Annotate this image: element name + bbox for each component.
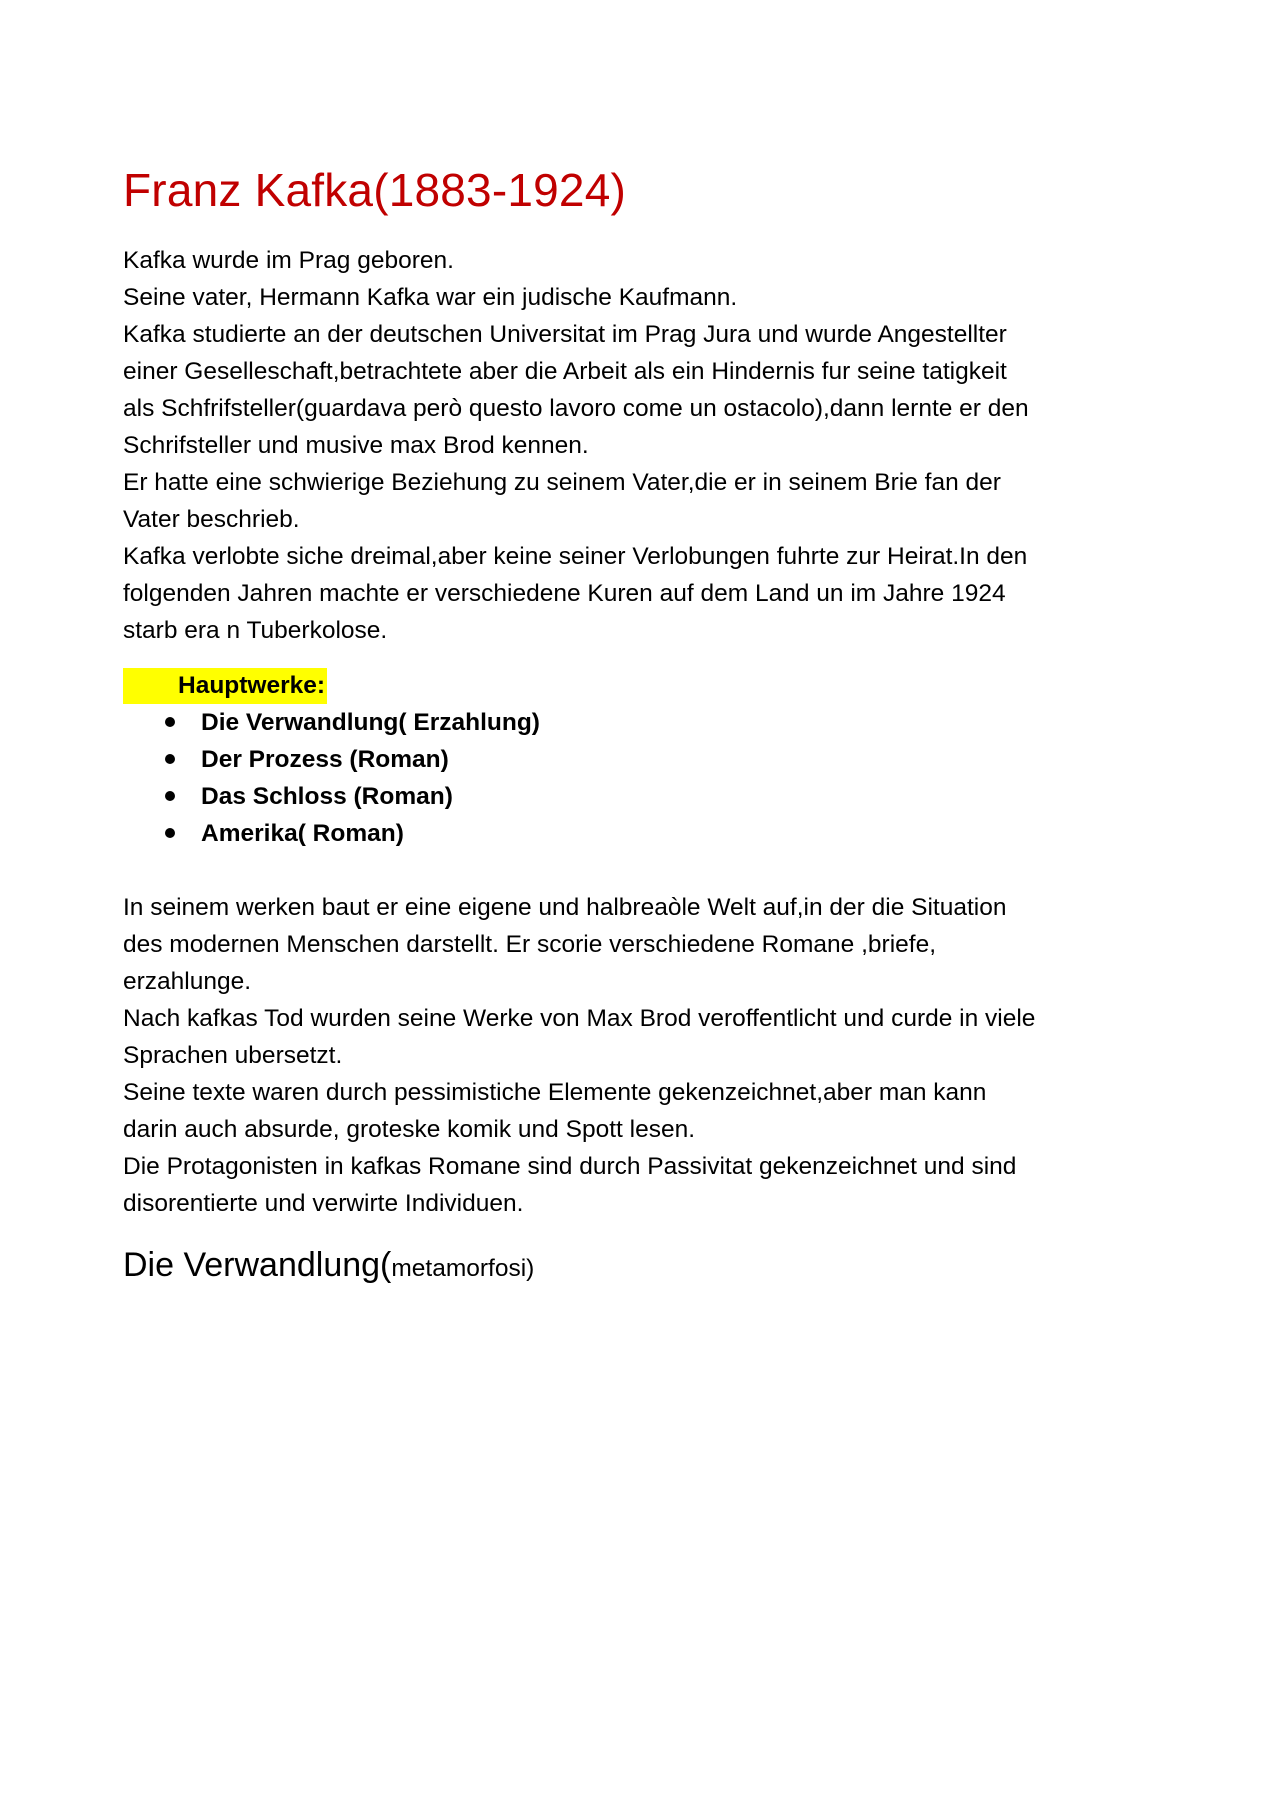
intro-line: als Schfrifsteller(guardava però questo lavoro come un ostacolo),dann lernte er den <box>123 395 1029 422</box>
body-line: Sprachen ubersetzt. <box>123 1042 343 1069</box>
bullet-icon <box>165 717 175 727</box>
intro-line: einer Geselleschaft,betrachtete aber die Arbeit als ein Hindernis fur seine tatigkeit <box>123 358 1007 385</box>
body-line: Nach kafkas Tod wurden seine Werke von Max Brod veroffentlicht und curde in viele <box>123 1005 1036 1032</box>
intro-line: folgenden Jahren machte er verschiedene Kuren auf dem Land un im Jahre 1924 <box>123 580 1006 607</box>
intro-paragraph <box>123 242 1183 649</box>
hauptwerke-label: Hauptwerke: <box>123 668 327 704</box>
intro-line: Kafka verlobte siche dreimal,aber keine seiner Verlobungen fuhrte zur Heirat.In den <box>123 543 1028 570</box>
intro-line: Schrifsteller und musive max Brod kennen. <box>123 432 589 459</box>
section-heading-translation: metamorfosi) <box>391 1255 535 1282</box>
intro-line: Vater beschrieb. <box>123 506 300 533</box>
spacer <box>123 649 1183 667</box>
list-item <box>123 741 1183 778</box>
hauptwerke-heading <box>123 667 1183 704</box>
body-line: Die Protagonisten in kafkas Romane sind durch Passivitat gekenzeichnet und sind <box>123 1153 1017 1180</box>
work-title: Die Verwandlung( Erzahlung) <box>201 709 540 736</box>
intro-line: Seine vater, Hermann Kafka war ein judische Kaufmann. <box>123 284 738 311</box>
section-heading-main: Die Verwandlung( <box>123 1246 392 1284</box>
work-title: Das Schloss (Roman) <box>201 783 453 810</box>
spacer <box>123 1222 1183 1240</box>
body-line: In seinem werken baut er eine eigene und halbreaòle Welt auf,in der die Situation <box>123 894 1007 921</box>
body-line: erzahlunge. <box>123 968 252 995</box>
works-list <box>123 704 1183 852</box>
page-title: Franz Kafka(1883-1924) <box>123 164 627 216</box>
bullet-icon <box>165 791 175 801</box>
spacer <box>123 852 1183 889</box>
intro-line: starb era n Tuberkolose. <box>123 617 388 644</box>
work-title: Der Prozess (Roman) <box>201 746 449 773</box>
body-paragraph <box>123 889 1183 1222</box>
work-title: Amerika( Roman) <box>201 820 404 847</box>
intro-line: Kafka studierte an der deutschen Universitat im Prag Jura und wurde Angestellter <box>123 321 1007 348</box>
body-line: darin auch absurde, groteske komik und Spott lesen. <box>123 1116 696 1143</box>
intro-line: Kafka wurde im Prag geboren. <box>123 247 454 274</box>
list-item <box>123 815 1183 852</box>
list-item <box>123 704 1183 741</box>
body-line: disorentierte und verwirte Individuen. <box>123 1190 524 1217</box>
intro-line: Er hatte eine schwierige Beziehung zu seinem Vater,die er in seinem Brie fan der <box>123 469 1001 496</box>
body-line: Seine texte waren durch pessimistiche Elemente gekenzeichnet,aber man kann <box>123 1079 987 1106</box>
bullet-icon <box>165 754 175 764</box>
document-content <box>123 160 1183 1294</box>
section-heading <box>123 1240 1183 1294</box>
body-line: des modernen Menschen darstellt. Er scorie verschiedene Romane ,briefe, <box>123 931 936 958</box>
list-item <box>123 778 1183 815</box>
bullet-icon <box>165 828 175 838</box>
